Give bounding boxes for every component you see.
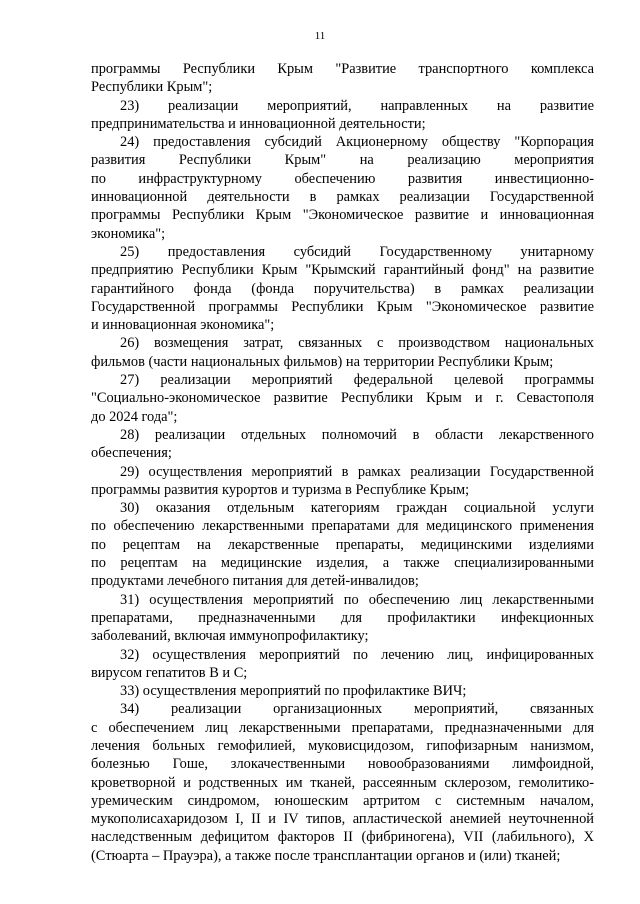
- text-line: болезнью Гоше, злокачественными новообразованиями лимфоидной,: [91, 756, 594, 773]
- text-line: программы развития курортов и туризма в Республике Крым;: [91, 481, 470, 498]
- list-item-item-28: [91, 426, 594, 463]
- text-line: до 2024 года";: [91, 408, 178, 425]
- text-line: по инфраструктурному обеспечению развития инвестиционно-: [91, 170, 594, 187]
- text-line: программы Республики Крым "Экономическое развитие и инновационная: [91, 207, 594, 224]
- text-line: 34) реализации организационных мероприятий, связанных: [120, 701, 594, 718]
- text-line: развития Республики Крым" на реализацию мероприятия: [91, 152, 594, 169]
- text-line: гарантийного фонда (фонда поручительства) в рамках реализации: [91, 280, 594, 297]
- text-line: продуктами лечебного питания для детей-инвалидов;: [91, 573, 419, 590]
- text-line: 32) осуществления мероприятий по лечению лиц, инфицированных: [120, 646, 594, 663]
- text-line: лечения больных гемофилией, муковисцидозом, гипофизарным нанизмом,: [91, 737, 594, 754]
- text-line: мукополисахаридозом I, II и IV типов, апластической анемией неуточненной: [91, 811, 594, 828]
- text-line: "Социально-экономическое развитие Республики Крым и г. Севастополя: [91, 390, 594, 407]
- text-line: наследственным дефицитом факторов II (фибриногена), VII (лабильного), X: [91, 829, 594, 846]
- text-line: уремическим синдромом, юношеским артритом с системным началом,: [91, 792, 594, 809]
- list-item-item-30: [91, 499, 594, 590]
- text-line: препаратами, предназначенными для профилактики инфекционных: [91, 609, 594, 626]
- text-line: предпринимательства и инновационной деятельности;: [91, 115, 426, 132]
- text-line: (Стюарта – Прауэра), а также после трансплантации органов и (или) тканей;: [91, 847, 561, 864]
- text-line: 29) осуществления мероприятий в рамках реализации Государственной: [120, 463, 594, 480]
- list-item-item-26: [91, 334, 594, 371]
- text-line: предприятию Республики Крым "Крымский гарантийный фонд" на развитие: [91, 262, 594, 279]
- text-line: с обеспечением лиц лекарственными препаратами, предназначенными для: [91, 719, 594, 736]
- text-line: по рецептам на лекарственные препараты, медицинскими изделиями: [91, 536, 594, 553]
- list-item-item-31: [91, 591, 594, 646]
- text-line: 27) реализации мероприятий федеральной целевой программы: [120, 372, 594, 389]
- text-line: 31) осуществления мероприятий по обеспечению лиц лекарственными: [120, 591, 594, 608]
- text-line: 33) осуществления мероприятий по профилактике ВИЧ;: [120, 683, 467, 700]
- text-line: вирусом гепатитов B и C;: [91, 664, 248, 681]
- list-item-item-27: [91, 371, 594, 426]
- text-line: Государственной программы Республики Крым "Экономическое развитие: [91, 298, 594, 315]
- text-line: фильмов (части национальных фильмов) на территории Республики Крым;: [91, 353, 554, 370]
- page-number: 11: [314, 30, 326, 42]
- text-line: 23) реализации мероприятий, направленных на развитие: [120, 97, 594, 114]
- list-item-item-34: [91, 700, 594, 865]
- list-item-item-25: [91, 243, 594, 334]
- text-line: экономика";: [91, 225, 166, 242]
- list-item-item-29: [91, 463, 594, 500]
- list-item-item-32: [91, 646, 594, 683]
- document-body: [91, 60, 594, 865]
- list-item-cont-22: [91, 60, 594, 97]
- text-line: кроветворной и родственных им тканей, рассеянным склерозом, гемолитико-: [91, 774, 594, 791]
- list-item-item-23: [91, 97, 594, 134]
- list-item-item-24: [91, 133, 594, 243]
- text-line: программы Республики Крым "Развитие транспортного комплекса: [91, 61, 594, 77]
- text-line: обеспечения;: [91, 445, 172, 462]
- text-line: 26) возмещения затрат, связанных с производством национальных: [120, 335, 594, 352]
- text-line: Республики Крым";: [91, 79, 213, 96]
- text-line: заболеваний, включая иммунопрофилактику;: [91, 628, 369, 645]
- text-line: инновационной деятельности в рамках реализации Государственной: [91, 189, 594, 206]
- text-line: 25) предоставления субсидий Государственному унитарному: [120, 243, 594, 260]
- text-line: по обеспечению лекарственными препаратами для медицинского применения: [91, 518, 594, 535]
- text-line: 28) реализации отдельных полномочий в области лекарственного: [120, 426, 594, 443]
- text-line: по рецептам на медицинские изделия, а также специализированными: [91, 555, 594, 572]
- text-line: и инновационная экономика";: [91, 317, 275, 334]
- list-item-item-33: [91, 682, 594, 700]
- text-line: 30) оказания отдельным категориям граждан социальной услуги: [120, 500, 594, 517]
- text-line: 24) предоставления субсидий Акционерному обществу "Корпорация: [120, 134, 594, 151]
